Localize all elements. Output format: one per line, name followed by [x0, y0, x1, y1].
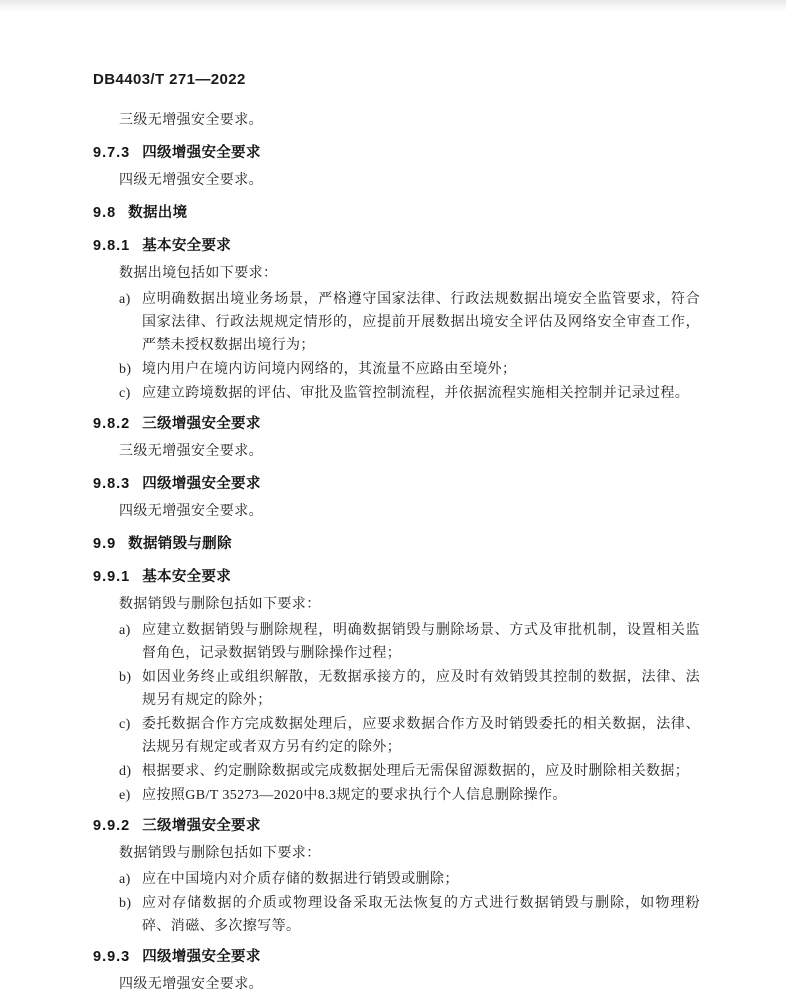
heading-number: 9.8.3 — [93, 476, 131, 492]
paragraph: 数据销毁与删除包括如下要求： — [119, 846, 321, 861]
heading-9-9-2 — [93, 815, 700, 838]
list-item — [119, 892, 700, 938]
heading-number: 9.9.1 — [93, 569, 131, 585]
list-item — [119, 713, 700, 759]
paragraph: 四级无增强安全要求。 — [119, 977, 263, 992]
requirement-list — [93, 287, 700, 405]
heading-title: 数据出境 — [128, 205, 188, 221]
heading-9-9 — [93, 533, 700, 556]
heading-title: 三级增强安全要求 — [142, 818, 261, 834]
heading-number: 9.8.1 — [93, 238, 131, 254]
heading-title: 三级增强安全要求 — [142, 416, 261, 432]
heading-title: 数据销毁与删除 — [128, 536, 232, 552]
heading-9-9-1 — [93, 566, 700, 589]
list-item — [119, 760, 700, 783]
list-item-text: 应明确数据出境业务场景，严格遵守国家法律、行政法规数据出境安全监管要求，符合国家法律、行政法规规定情形的，应提前开展数据出境安全评估及网络安全审查工作，严禁未授权数据出境行为； — [142, 292, 700, 353]
list-item-marker: b) — [119, 362, 132, 377]
heading-title: 四级增强安全要求 — [142, 145, 261, 161]
heading-number: 9.9.3 — [93, 949, 131, 965]
heading-number: 9.8 — [93, 205, 117, 221]
list-item — [119, 619, 700, 665]
heading-9-8-2 — [93, 413, 700, 436]
list-item-marker: a) — [119, 292, 131, 307]
heading-title: 四级增强安全要求 — [142, 949, 261, 965]
list-item-text: 应对存储数据的介质或物理设备采取无法恢复的方式进行数据销毁与删除，如物理粉碎、消磁、多次擦写等。 — [142, 896, 700, 934]
list-item-text: 根据要求、约定删除数据或完成数据处理后无需保留源数据的，应及时删除相关数据； — [142, 764, 690, 779]
list-item-marker: e) — [119, 788, 131, 803]
list-item — [119, 382, 700, 405]
heading-number: 9.9.2 — [93, 818, 131, 834]
heading-title: 基本安全要求 — [142, 238, 232, 254]
heading-9-8-3 — [93, 473, 700, 496]
paragraph: 三级无增强安全要求。 — [119, 113, 263, 128]
list-item-text: 应建立跨境数据的评估、审批及监管控制流程，并依据流程实施相关控制并记录过程。 — [142, 386, 690, 401]
list-item-marker: c) — [119, 386, 131, 401]
paragraph: 四级无增强安全要求。 — [119, 504, 263, 519]
heading-9-8 — [93, 202, 700, 225]
paragraph: 数据出境包括如下要求： — [119, 266, 278, 281]
heading-title: 四级增强安全要求 — [142, 476, 261, 492]
list-item — [119, 358, 700, 381]
page-top-edge-shadow — [0, 0, 786, 12]
list-item-marker: b) — [119, 896, 132, 911]
list-item — [119, 784, 700, 807]
heading-9-9-3 — [93, 946, 700, 969]
list-item — [119, 288, 700, 357]
list-item-marker: b) — [119, 670, 132, 685]
paragraph: 三级无增强安全要求。 — [119, 444, 263, 459]
list-item-text: 应建立数据销毁与删除规程，明确数据销毁与删除场景、方式及审批机制，设置相关监督角色，记录数据销毁与删除操作过程； — [142, 623, 700, 661]
heading-9-7-3 — [93, 142, 700, 165]
paragraph: 四级无增强安全要求。 — [119, 173, 263, 188]
list-item-text: 应按照GB/T 35273—2020中8.3规定的要求执行个人信息删除操作。 — [142, 788, 567, 803]
list-item-marker: a) — [119, 872, 131, 887]
list-item-text: 应在中国境内对介质存储的数据进行销毁或删除； — [142, 872, 459, 887]
heading-number: 9.9 — [93, 536, 117, 552]
paragraph: 数据销毁与删除包括如下要求： — [119, 597, 321, 612]
heading-number: 9.8.2 — [93, 416, 131, 432]
document-content — [93, 71, 700, 998]
doc-number: DB4403/T 271—2022 — [93, 71, 246, 88]
requirement-list — [93, 867, 700, 938]
list-item — [119, 868, 700, 891]
list-item-marker: a) — [119, 623, 131, 638]
list-item-text: 境内用户在境内访问境内网络的，其流量不应路由至境外； — [142, 362, 517, 377]
requirement-list — [93, 618, 700, 807]
list-item-text: 委托数据合作方完成数据处理后，应要求数据合作方及时销毁委托的相关数据，法律、法规另有规定或者双方另有约定的除外； — [142, 717, 700, 755]
heading-9-8-1 — [93, 235, 700, 258]
list-item-text: 如因业务终止或组织解散，无数据承接方的，应及时有效销毁其控制的数据，法律、法规另有规定的除外； — [142, 670, 700, 708]
heading-number: 9.7.3 — [93, 145, 131, 161]
heading-title: 基本安全要求 — [142, 569, 232, 585]
list-item-marker: c) — [119, 717, 131, 732]
list-item-marker: d) — [119, 764, 132, 779]
list-item — [119, 666, 700, 712]
